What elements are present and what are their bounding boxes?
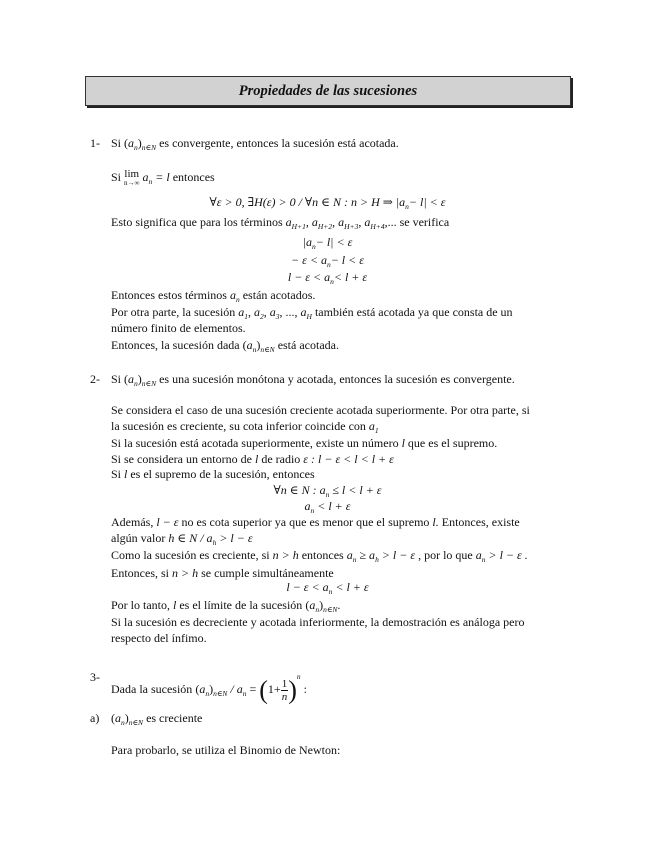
item-number-1: 1- <box>90 136 100 150</box>
s3-a-statement: $(a_n)_{n\in N}$ es creciente <box>111 711 203 727</box>
page-title: Propiedades de las sucesiones <box>85 76 571 106</box>
s1-finite-paragraph: Por otra parte, la sucesión $a_1$, $a_2$, $a_3$, ..., $a_H$ también está acotada ya que consta de un <box>111 305 513 321</box>
s2-p6: Como la sucesión es creciente, si n > h entonces $a_n \ge a_h > l - \varepsilon$ , por lo que $a_n > l - \varepsilon$ . <box>111 548 528 564</box>
s1-eq1: $|a_n- l| < \varepsilon$ <box>302 235 353 251</box>
s3-statement: Dada la sucesión $(a_n)_{n\in N} / a_n = (1+$ $\frac{1}{n}$ )$^n$ : <box>111 672 307 705</box>
s2-p7: Entonces, si n > h se cumple simultáneamente <box>111 566 334 580</box>
s2-p4: Si l es el supremo de la sucesión, entonces <box>111 467 315 481</box>
s2-statement: Si $(a_n)_{n\in N}$ es una sucesión monótona y acotada, entonces la sucesión es convergente. <box>111 372 515 388</box>
s2-p3: Si se considera un entorno de l de radio ε : l − ε < l < l + ε <box>111 452 394 466</box>
s2-p5-line1: Además, l − ε no es cota superior ya que es menor que el supremo l. Entonces, existe <box>111 515 520 529</box>
s2-formula3: $l - \varepsilon < a_n < l + \varepsilon$ <box>286 580 369 596</box>
s1-eq3: $l - \varepsilon < a_n< l + \varepsilon$ <box>287 270 368 286</box>
item-number-3: 3- <box>90 670 100 684</box>
s2-formula2: $a_n < l + \varepsilon$ <box>304 499 351 515</box>
s2-formula1: ∀n ∈ N : $a_n \le l < l + \varepsilon$ <box>273 483 382 499</box>
s1-finite-line2: número finito de elementos. <box>111 321 246 335</box>
s1-definition-formula: ∀ε > 0, ∃H(ε) > 0 / ∀n ∈ N : n > H ⇒ $|a_n- l| < \varepsilon$ <box>209 195 446 211</box>
s2-p8: Por lo tanto, l es el límite de la sucesión $(a_n)_{n\in N}$. <box>111 598 341 614</box>
item-number-2: 2- <box>90 372 100 386</box>
s2-p1-line1: Se considera el caso de una sucesión creciente acotada superiormente. Por otra parte, si <box>111 403 530 417</box>
s2-p2: Si la sucesión está acotada superiormente, existe un número l que es el supremo. <box>111 436 498 450</box>
s3-proof-intro: Para probarlo, se utiliza el Binomio de Newton: <box>111 743 341 757</box>
s2-p1-line2: la sucesión es creciente, su cota inferior coincide con $a_1$ <box>111 419 379 435</box>
s1-eq2: − $\varepsilon < a_n- l < \varepsilon$ <box>291 253 364 269</box>
s2-p9-line2: respecto del ínfimo. <box>111 631 207 645</box>
s1-terms-line: Esto significa que para los términos $a_{H+1}$, $a_{H+2}$, $a_{H+3}$, $a_{H+4}$,... se verifica <box>111 215 450 231</box>
s1-statement: Si $(a_n)_{n\in N}$ es convergente, entonces la sucesión está acotada. <box>111 136 399 152</box>
item-label-a: a) <box>90 711 100 725</box>
s2-p5-line2: algún valor h ∈ $N / a_h > l - \varepsilon$ <box>111 531 253 547</box>
s1-bounded-line: Entonces estos términos $a_n$ están acotados. <box>111 288 316 304</box>
s1-limit-line: Si lim n→∞ $a_n = l$ entonces <box>111 168 215 187</box>
s1-conclusion: Entonces, la sucesión dada $(a_n)_{n\in N}$ está acotada. <box>111 338 339 354</box>
s2-p9-line1: Si la sucesión es decreciente y acotada inferiormente, la demostración es análoga pero <box>111 615 525 629</box>
